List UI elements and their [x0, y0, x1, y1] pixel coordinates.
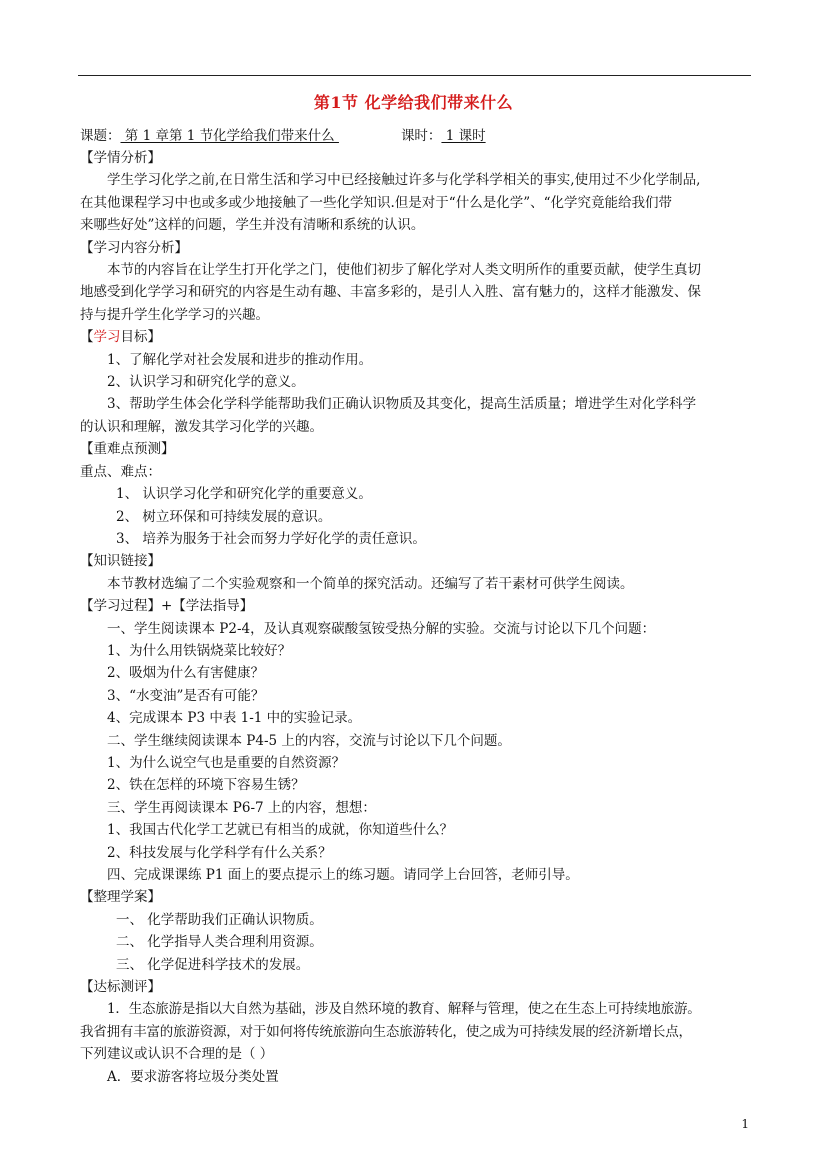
list-item: 三、 化学促进科学技术的发展。	[116, 956, 310, 973]
list-item: 1、 认识学习化学和研究化学的重要意义。	[116, 486, 372, 503]
paragraph-line: 本节的内容旨在让学生打开化学之门，使他们初步了解化学对人类文明所作的重要贡献，使学生真切	[107, 262, 701, 279]
list-item: 一、 化学帮助我们正确认识物质。	[116, 911, 323, 928]
list-item: 3、 培养为服务于社会而努力学好化学的责任意识。	[116, 530, 426, 547]
header-rule	[78, 75, 751, 76]
list-item-continued: 的认识和理解，激发其学习化学的兴趣。	[80, 418, 323, 435]
period-label: 课时：	[400, 128, 442, 144]
section-heading-xueqing: 【学情分析】	[80, 150, 161, 166]
page-number: 1	[741, 1117, 749, 1131]
section-heading-mubiao	[80, 326, 752, 348]
topic-value: 第 1 章第 1 节化学给我们带来什么	[120, 128, 339, 144]
list-item: 3、帮助学生体会化学科学能帮助我们正确认识物质及其变化，提高生活质量；增进学生对化学科学	[107, 396, 697, 413]
list-item: 1、为什么说空气也是重要的自然资源？	[107, 754, 346, 771]
list-item: 4、完成课本 P3 中表 1-1 中的实验记录。	[107, 710, 362, 727]
question-line: 1．生态旅游是指以大自然为基础，涉及自然环境的教育、解释与管理，使之在生态上可持续地旅游。	[107, 1001, 701, 1018]
list-item: 2、吸烟为什么有害健康？	[107, 665, 265, 682]
section-heading-zhengli: 【整理学案】	[80, 889, 161, 906]
list-item: 1、我国古代化学工艺就已有相当的成就，你知道些什么？	[107, 822, 454, 839]
list-item: 3、“水变油”是否有可能？	[107, 687, 265, 704]
lesson-meta	[80, 124, 486, 144]
paragraph-line: 学生学习化学之前,在日常生活和学习中已经接触过许多与化学科学相关的事实,使用过不少化学制品,	[107, 172, 701, 189]
list-item: 三、学生再阅读课本 P6-7 上的内容，想想：	[107, 799, 376, 816]
section-heading-zhongnan: 【重难点预测】	[80, 441, 175, 458]
paragraph-line: 地感受到化学学习和研究的内容是生动有趣、丰富多彩的，是引人入胜、富有魅力的，这样才能激发、保	[80, 284, 701, 301]
paragraph-line: 持与提升学生化学学习的兴趣。	[80, 306, 269, 323]
list-item: 1、了解化学对社会发展和进步的推动作用。	[107, 351, 373, 368]
page-title: 第1节 化学给我们带来什么	[313, 93, 514, 112]
list-item: 二、学生继续阅读课本 P4-5 上的内容，交流与讨论以下几个问题。	[107, 732, 511, 749]
bracket-open: 【	[80, 329, 94, 346]
list-item: 二、 化学指导人类合理利用资源。	[116, 934, 323, 951]
list-item: 2、科技发展与化学科学有什么关系？	[107, 844, 332, 861]
document-body	[80, 147, 752, 1088]
answer-option-a: A．要求游客将垃圾分类处置	[107, 1068, 279, 1085]
paragraph-line: 本节教材选编了二个实验观察和一个简单的探究活动。还编写了若干素材可供学生阅读。	[107, 575, 634, 592]
list-item: 2、铁在怎样的环境下容易生锈？	[107, 777, 305, 794]
section-heading-guocheng: 【学习过程】+【学法指导】	[80, 598, 254, 615]
label-line: 重点、难点：	[80, 463, 161, 480]
list-item: 1、为什么用铁锅烧菜比较好？	[107, 642, 292, 659]
heading-rest: 目标】	[120, 329, 161, 346]
question-line: 我省拥有丰富的旅游资源，对于如何将传统旅游向生态旅游转化，使之成为可持续发展的经济新增长点，	[80, 1023, 692, 1040]
question-line: 下列建议或认识不合理的是（ ）	[80, 1046, 274, 1063]
section-heading-dabiao: 【达标测评】	[80, 979, 161, 996]
paragraph-line: 来哪些好处”这样的问题，学生并没有清晰和系统的认识。	[80, 217, 425, 234]
list-item: 一、学生阅读课本 P2-4，及认真观察碳酸氢铵受热分解的实验。交流与讨论以下几个问题：	[107, 620, 656, 637]
period-value: 1 课时	[441, 128, 486, 144]
paragraph-line: 在其他课程学习中也或多或少地接触了一些化学知识.但是对于“什么是化学”、“化学究竟能给我们带	[80, 194, 672, 211]
section-heading-lianjie: 【知识链接】	[80, 553, 161, 570]
topic-label: 课题：	[80, 128, 121, 144]
highlight-xuexi: 学习	[93, 329, 121, 346]
section-heading-neirong: 【学习内容分析】	[80, 239, 188, 256]
list-item: 2、 树立环保和可持续发展的意识。	[116, 508, 332, 525]
list-item: 四、完成课课练 P1 面上的要点提示上的练习题。请同学上台回答，老师引导。	[107, 867, 579, 883]
list-item: 2、认识学习和研究化学的意义。	[107, 374, 305, 391]
